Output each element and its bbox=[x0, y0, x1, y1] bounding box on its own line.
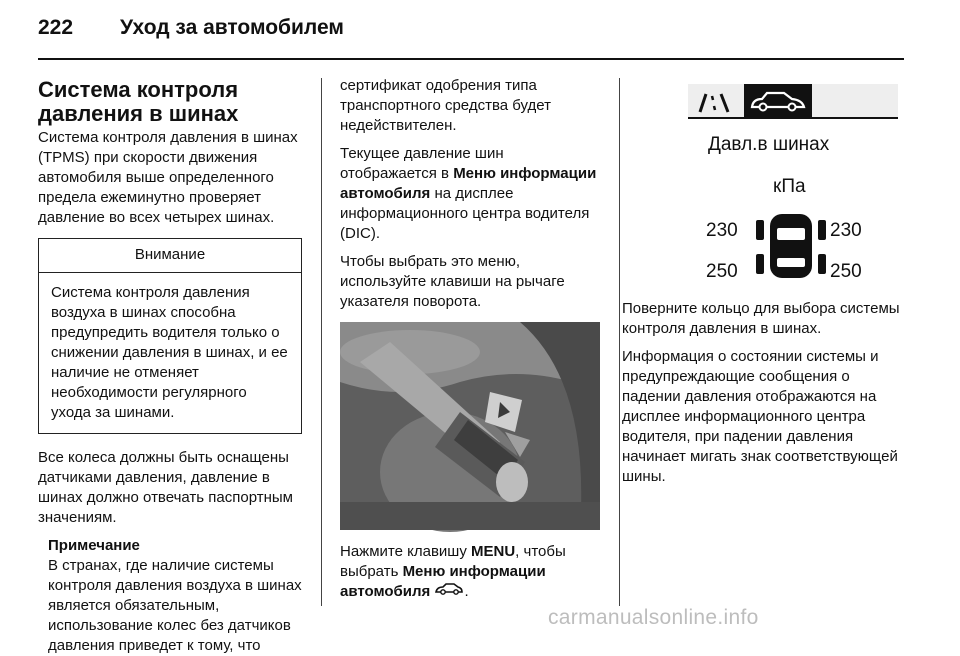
column-divider bbox=[321, 78, 322, 606]
screen-title: Давл.в шинах bbox=[708, 134, 830, 155]
note-text: В странах, где наличие системы контроля давления воздуха в шинах является обязательным, использование колес без датчиков давления приведет к тому, что bbox=[48, 557, 302, 654]
column-3 bbox=[622, 76, 908, 495]
column-divider bbox=[619, 78, 620, 606]
current-pressure-paragraph bbox=[340, 144, 602, 244]
driver-information-display bbox=[688, 82, 898, 287]
car-icon bbox=[434, 582, 464, 602]
text-run: , чтобы выбрать bbox=[340, 543, 566, 580]
note-block bbox=[48, 536, 306, 656]
caution-title: Внимание bbox=[39, 239, 301, 273]
menu-name: Меню информации автомобиля bbox=[340, 563, 546, 600]
section-title bbox=[38, 78, 306, 126]
tire-icon bbox=[756, 220, 764, 240]
section-title-line: Система контроля bbox=[38, 77, 239, 102]
column-1 bbox=[38, 78, 306, 656]
press-menu-paragraph bbox=[340, 542, 602, 602]
text-run: Текущее давление шин отображается в bbox=[340, 145, 504, 182]
running-title: Уход за автомобилем bbox=[120, 16, 344, 39]
rear-left-pressure: 250 bbox=[706, 261, 738, 282]
pressure-unit: кПа bbox=[773, 176, 806, 197]
front-right-pressure: 230 bbox=[830, 220, 862, 241]
turn-signal-lever-photo bbox=[340, 322, 600, 530]
caution-text: Система контроля давления воздуха в шинах способна предупредить водителя только о снижении давления в шинах, и ее наличие не отменяет необходимости регулярного ухода за шинами. bbox=[51, 284, 288, 421]
section-title-line: давления в шинах bbox=[38, 101, 239, 126]
wheels-paragraph: Все колеса должны быть оснащены датчиками давления, давление в шинах должно отвечать паспортным значениям. bbox=[38, 449, 293, 526]
page-header bbox=[38, 14, 904, 58]
text-run: Нажмите клавишу bbox=[340, 543, 471, 560]
lever-illustration bbox=[340, 322, 600, 530]
rear-right-pressure: 250 bbox=[830, 261, 862, 282]
turn-ring-paragraph: Поверните кольцо для выбора системы контроля давления в шинах. bbox=[622, 300, 900, 337]
select-menu-paragraph: Чтобы выбрать это меню, используйте клавиши на рычаге указателя поворота. bbox=[340, 253, 565, 310]
menu-name: Меню информации автомобиля bbox=[340, 165, 597, 202]
header-rule bbox=[38, 58, 904, 60]
page-number: 222 bbox=[38, 16, 74, 39]
note-title: Примечание bbox=[48, 537, 140, 554]
info-paragraph: Информация о состоянии системы и предупреждающие сообщения о падении давления отображаются на дисплее информационного центра водителя, при падении давления начинает мигать знак соответствующей шины. bbox=[622, 348, 898, 485]
tire-icon bbox=[818, 220, 826, 240]
tire-icon bbox=[818, 254, 826, 274]
intro-paragraph: Система контроля давления в шинах (TPMS) при скорости движения автомобиля выше определенного предела ежеминутно проверяет давление во всех четырех шинах. bbox=[38, 129, 298, 226]
column-2 bbox=[340, 76, 602, 610]
tire-icon bbox=[756, 254, 764, 274]
front-left-pressure: 230 bbox=[706, 220, 738, 241]
watermark: carmanualsonline.info bbox=[548, 606, 759, 629]
tire-pressure-screen bbox=[688, 82, 898, 287]
menu-key: MENU bbox=[471, 543, 516, 560]
text-run: . bbox=[464, 583, 469, 600]
continued-paragraph: сертификат одобрения типа транспортного средства будет недействителен. bbox=[340, 77, 551, 134]
caution-box bbox=[38, 238, 302, 434]
text-run: на дисплее информационного центра водителя (DIC). bbox=[340, 185, 590, 242]
